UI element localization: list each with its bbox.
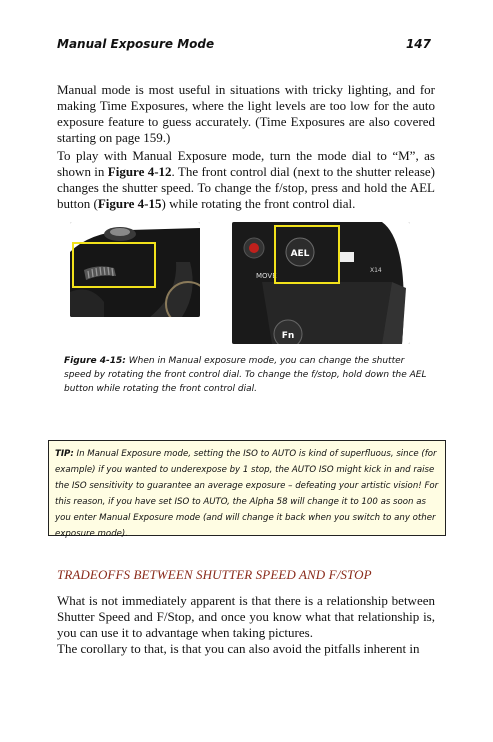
paragraph-2-text-a: To play with Manual Exposure mode, turn the mode dial to “M”, as shown in [57, 148, 435, 179]
ael-label: AEL [290, 249, 310, 259]
paragraph-4: The corollary to that, is that you can also avoid the pitfalls inherent in [57, 641, 420, 656]
fn-label: Fn [281, 331, 295, 341]
move-label: MOVE [256, 272, 277, 280]
page-number: 147 [405, 37, 431, 51]
camera-ael-photo [232, 222, 410, 344]
figure-caption-label: Figure 4-15: [64, 356, 126, 366]
dial-highlight-box [72, 242, 156, 288]
ael-highlight-box [274, 225, 340, 284]
figure-caption [64, 354, 432, 396]
tip-label: TIP: [55, 449, 74, 459]
x14-label: X14 [370, 267, 382, 274]
figure-ref-4-15: Figure 4-15 [97, 196, 162, 211]
figure-ref-4-12: Figure 4-12 [107, 164, 172, 179]
header-title: Manual Exposure Mode [57, 37, 215, 51]
paragraph-3: What is not immediately apparent is that there is a relationship between Shutter Speed and F/Stop, and once you know what that relationship is, you can use it to advantage when taking pictures. [57, 593, 435, 640]
camera-dial-photo [70, 222, 200, 317]
figure-caption-text: When in Manual exposure mode, you can change the shutter speed by rotating the front control dial. To change the f/stop, hold down the AEL button while rotating the front control dial. [64, 356, 427, 394]
paragraph-2-text-b: . The front control dial (next to the shutter release) changes the shutter speed. To change the f/stop, press and hold the AEL button ( [57, 164, 436, 211]
running-header [57, 37, 431, 57]
section-heading: TRADEOFFS BETWEEN SHUTTER SPEED AND F/STOP [57, 567, 372, 582]
paragraph-1: Manual mode is most useful in situations with tricky lighting, and for making Time Exposures, where the light levels are too low for the auto exposure feature to guess accurately. (Time Exposures are also covered starting on page 159.) [57, 82, 435, 145]
paragraph-2-text-c: ) while rotating the front control dial. [161, 196, 356, 211]
paragraph-2 [57, 148, 435, 212]
tip-box [48, 440, 446, 539]
tip-text: In Manual Exposure mode, setting the ISO to AUTO is kind of superfluous, since (for example) if you wanted to underexpose by 1 stop, the AUTO ISO might kick in and raise the ISO sensitivity to guarantee an average exposure – defeating your artistic vision! For this reason, if you have set ISO to AUTO, the Alpha 58 will change it to 100 as soon as you enter Manual Exposure mode (and will change it back when you switch to any other exposure mode). [55, 449, 439, 539]
